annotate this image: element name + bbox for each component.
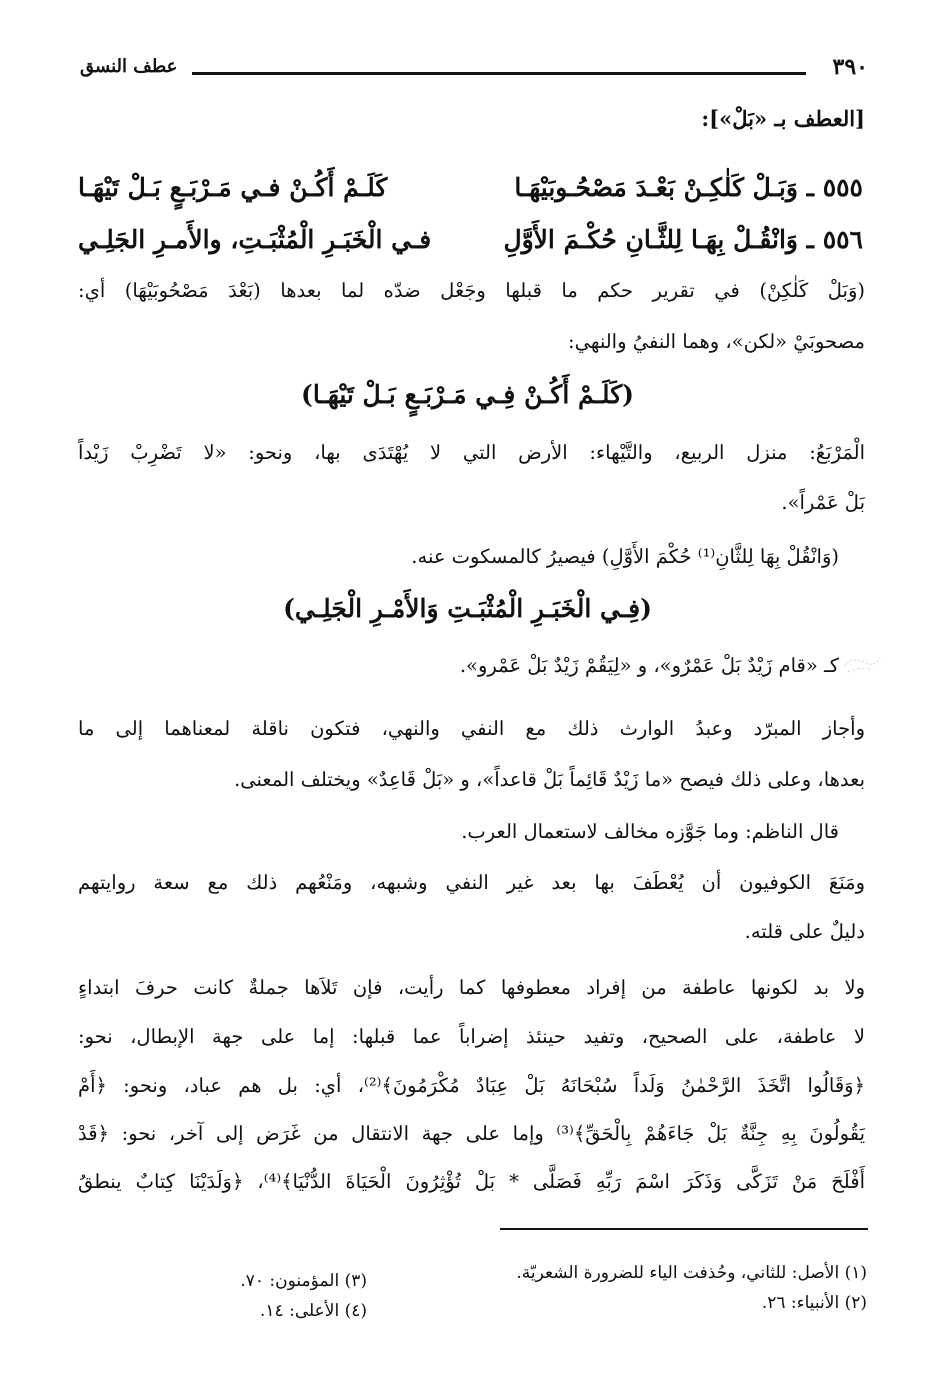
paragraph-1-line-1: (وَبَلْ كَلٰكِنْ) في تقرير حكم ما قبلها وجَعْل ضدّه لما بعدها (بَعْدَ مَصْحُوبَيْهَا) أي: xyxy=(78,279,865,302)
running-header xyxy=(80,54,868,90)
footnote-separator xyxy=(500,1228,868,1230)
running-title: عطف النسق xyxy=(80,56,178,77)
paragraph-5-line-2: بعدها، وعلى ذلك فيصح «ما زَيْدٌ قَائِماً بَلْ قاعداً»، و «بَلْ قَاعِدٌ» ويختلف المعنى. xyxy=(234,768,865,791)
paragraph-7-line-1: ومَنَعَ الكوفيون أن يُعْطَفَ بها بعد غير النفي وشبهه، ومَنْعُهم ذلك مع سعة روايتهم xyxy=(78,871,865,894)
paragraph-7-line-2: دليلٌ على قلته. xyxy=(744,920,865,943)
footnote-1: (١) الأصل: للثاني، وحُذفت الياء للضرورة الشعريّة. xyxy=(516,1263,867,1283)
verse-555-first-hemistich: ٥٥٥ ـ وَبَـلْ كَلٰكِـنْ بَعْـدَ مَصْحُـوبَيْهَـا xyxy=(514,173,863,202)
paragraph-4: كـ «قام زَيْدٌ بَلْ عَمْرٌو»، و «لِيَقُمْ زَيْدٌ بَلْ عَمْرو». xyxy=(459,654,839,677)
paragraph-5-line-1: وأجاز المبرّد وعبدُ الوارث ذلك مع النفي والنهي، فتكون ناقلة لمعناهما إلى ما xyxy=(78,717,865,740)
paragraph-3: (وَانْقُلْ بِهَا لِلثَّانِ⁽¹⁾ حُكْمَ الأَوَّلِ) فيصيرُ كالمسكوت عنه. xyxy=(411,545,839,568)
footnote-4: (٤) الأعلى: ١٤. xyxy=(260,1301,367,1321)
quoted-hemistich-1: (كَلَـمْ أَكُـنْ فِـي مَـرْبَـعٍ بَـلْ تَيْهَـا) xyxy=(301,380,634,409)
paragraph-8-line-1: ولا بد لكونها عاطفة من إفراد معطوفها كما رأيت، فإن تَلاَها جملةٌ كانت حرفَ ابتداءٍ xyxy=(78,976,865,999)
paragraph-8-line-2: لا عاطفة، على الصحيح، وتفيد حينئذ إضراباً عما قبلها: إما على جهة الإبطال، نحو: xyxy=(78,1025,865,1048)
footnote-3: (٣) المؤمنون: ٧٠. xyxy=(240,1271,367,1291)
scan-smudge-mark xyxy=(842,648,882,678)
paragraph-8-line-4: يَقُولُونَ بِهِ جِنَّةٌ بَلْ جَاءَهُمْ بِالْحَقِّ﴾⁽³⁾ وإما على جهة الانتقال من غَرَض إلى آخر، نحو: ﴿قَدْ xyxy=(78,1122,865,1145)
verse-556-second-hemistich: فـي الْخَبَـرِ الْمُثْبَـتِ، والأَمـرِ الجَلِـي xyxy=(78,225,432,254)
paragraph-8-line-5: أَفْلَحَ مَنْ تَزَكَّى وَذَكَرَ اسْمَ رَبِّهِ فَصَلَّى * بَلْ تُؤْثِرُونَ الْحَيَاةَ الدُّنْيَا﴾⁽⁴⁾، ﴿وَلَدَيْنَا كِتابٌ ينطقُ xyxy=(78,1170,866,1193)
footnote-2: (٢) الأنبياء: ٢٦. xyxy=(761,1293,867,1313)
section-heading: [العطف بـ «بَلْ»]: xyxy=(701,106,865,131)
paragraph-6: قال الناظم: وما جَوَّزه مخالف لاستعمال العرب. xyxy=(461,820,839,843)
quoted-hemistich-2: (فِـي الْخَبَـرِ الْمُثْبَـتِ وَالأَمْـرِ الْجَلِـي) xyxy=(283,594,652,623)
paragraph-8-line-3: ﴿وَقَالُوا اتَّخَذَ الرَّحْمٰنُ وَلَداً سُبْحَانَهُ بَلْ عِبَادٌ مُكْرَمُونَ﴾⁽²⁾، أي: بل هم عباد، ونحو: ﴿أَمْ xyxy=(78,1074,865,1097)
verse-556-first-hemistich: ٥٥٦ ـ وَانْقُـلْ بِهَـا لِلثَّـانِ حُكْـمَ الأَوَّلِ xyxy=(503,225,863,254)
verse-555-second-hemistich: كَلَـمْ أَكُـنْ فـي مَـرْبَـعٍ بَـلْ تَيْهَـا xyxy=(78,173,388,202)
page-number: ٣٩٠ xyxy=(832,54,868,80)
paragraph-1-line-2: مصحوبَيْ «لكن»، وهما النفيُ والنهي: xyxy=(568,330,865,353)
paragraph-2-line-2: بَلْ عَمْراً». xyxy=(781,491,865,514)
paragraph-2-line-1: الْمَرْبَعُ: منزل الربيع، والتَّيْهاء: الأرض التي لا يُهْتَدَى بها، ونحو: «لا تَضْرِبْ زَيْداً xyxy=(78,441,865,464)
header-rule xyxy=(192,72,806,75)
